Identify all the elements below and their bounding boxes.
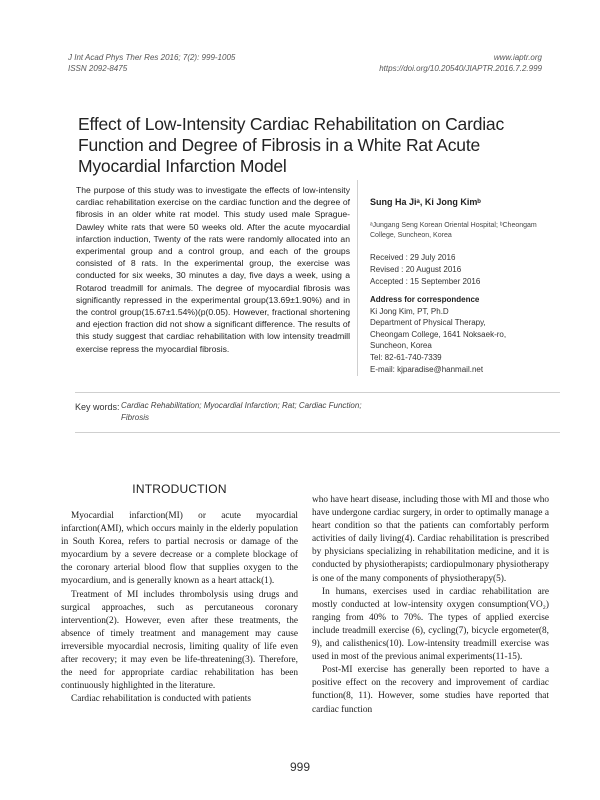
journal-line-1: J Int Acad Phys Ther Res 2016; 7(2): 999-1005 (68, 53, 236, 62)
correspondence-dept: Department of Physical Therapy, (370, 318, 486, 328)
doi-link[interactable]: https://doi.org/10.20540/JIAPTR.2016.7.2.999 (379, 64, 542, 73)
journal-url[interactable]: www.iaptr.org (493, 53, 542, 62)
keywords-label: Key words: (75, 402, 120, 412)
abstract-text: The purpose of this study was to investigate the effects of low-intensity cardiac rehabilitation exercise on the cardiac function and the degree of fibrosis in an older white rat model. This study used male Sprague-Dawley white rats that were 50 weeks old. After the acute myocardial infarction induction, Twenty of the rats were randomly allocated into an experimental group and a control group, and each of the groups consisted of 8 rats. In the experimental group, the exercise was conducted for six weeks, 30 minutes a day, five days a week, using a Rotarod treadmill for animals. The degree of myocardial fibrosis was significantly repressed in the experimental group(13.69±1.90%) and in the control group(15.67±1.54%)(p(0.05). However, fractional shortening and ejection fraction did not show a significant difference. The results of this study suggest that cardiac rehabilitation with low intensity treadmill exercise repress the myocardial fibrosis. (76, 185, 350, 354)
paragraph: who have heart disease, including those with MI and those who have undergone cardiac surgery, in order to optimally manage a heart condition so that the patients can comfortably perform activities of daily living(4). Cardiac rehabilitation is prescribed by physicians specializing in rehabilitation medicine, and it is conducted by physiotherapists; cardiopulmonary physiotherapy is one of the many components of physiotherapy(5). (312, 495, 549, 584)
paragraph: Cardiac rehabilitation is conducted with patients (71, 694, 251, 705)
journal-links (379, 52, 542, 74)
paragraph: Post-MI exercise has generally been reported to have a positive effect on the recovery and improvement of cardiac function(8, 11). However, some studies have reported that cardiac function (312, 665, 549, 715)
paragraph: Myocardial infarction(MI) or acute myocardial infarction(AMI), which occurs mainly in the elderly population in South Korea, refers to partial necrosis or damage of the myocardium by a severe decrease or a complete blockage of the coronary arterial blood flow that supplies oxygen to the myocardium, and is generally known as a heart attack(1). (61, 511, 298, 587)
paragraph: In humans, exercises used in cardiac rehabilitation are mostly conducted at low-intensity oxygen consumption(VO₂) ranging from 40% to 70%. The types of applied exercise include treadmill exercise (6), cycling(7), bicycle ergometer(8, 9), and calisthenics(10). Low-intensity treadmill exercise was used in most of the previous animal experiments(11-15). (312, 586, 549, 663)
correspondence-label: Address for correspondence (370, 295, 480, 304)
correspondence-name: Ki Jong Kim, PT, Ph.D (370, 306, 449, 316)
divider-line (75, 392, 560, 393)
correspondence-address: Cheongam College, 1641 Noksaek-ro, (370, 329, 507, 339)
introduction-heading: INTRODUCTION (132, 482, 227, 496)
accepted-date: Accepted : 15 September 2016 (370, 277, 481, 286)
page-number: 999 (289, 760, 311, 774)
submission-dates (370, 252, 480, 288)
divider-line-2 (75, 432, 560, 433)
journal-citation (68, 52, 235, 74)
affiliations: ᵃJungang Seng Korean Oriental Hospital; ᵇCheongam College, Suncheon, Korea (370, 222, 537, 239)
keywords-list: Cardiac Rehabilitation; Myocardial Infarction; Rat; Cardiac Function; Fibrosis (121, 401, 362, 422)
correspondence-city: Suncheon, Korea (370, 341, 432, 351)
author-names: Sung Ha Jiᵃ, Ki Jong Kimᵇ (370, 197, 481, 207)
revised-date: Revised : 20 August 2016 (370, 265, 462, 274)
correspondence-block (370, 294, 560, 375)
received-date: Received : 29 July 2016 (370, 253, 456, 262)
correspondence-tel: Tel: 82-61-740-7339 (370, 352, 442, 362)
article-title: Effect of Low-Intensity Cardiac Rehabilitation on Cardiac Function and Degree of Fibrosis in a White Rat Acute Myocardial Infarction Model (78, 114, 505, 176)
body-column-right (312, 494, 549, 717)
body-column-left (61, 510, 298, 706)
correspondence-email[interactable]: E-mail: kjparadise@hanmail.net (370, 364, 484, 374)
journal-line-2: ISSN 2092-8475 (68, 64, 128, 73)
paragraph: Treatment of MI includes thrombolysis using drugs and surgical approaches, such as percutaneous coronary intervention(2). However, even after these treatments, the absence of timely treatment and management may cause irreversible myocardial necrosis, limiting quality of life even after recovery; it may even be life-threatening(3). Therefore, the need for appropriate cardiac rehabilitation has been continuously highlighted in the literature. (61, 589, 298, 692)
